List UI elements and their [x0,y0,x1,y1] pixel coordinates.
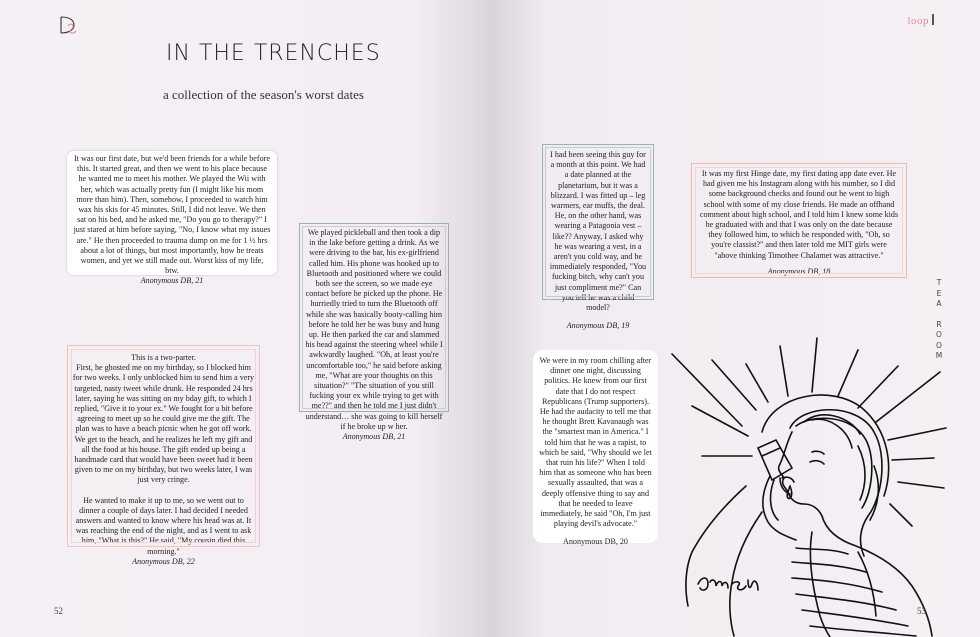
story-text-continued: He wanted to make it up to me, so we went out to dinner a couple of days later. I had decided I needed answers and wanted to know where his head was at. It was reaching the end of the night, and as I went to ask him, "What is this?" He said, "My cousin died this morning." [75,495,252,556]
story-author: Anonymous DB, 19 [566,321,630,331]
publication-logo [58,14,80,36]
story-card-5 [691,163,907,278]
section-tag [907,14,934,27]
story-intro: This is a two-parter. [131,353,196,362]
story-card-3 [299,223,449,442]
story-text: We were in my room chilling after dinner one night, discussing politics. He knew from our first date that I do not respect Republicans (Trump supporters). He had the audacity to tell me that he thought Brett Kavanaugh was the "smartest man in America." I told him that he was a rapist, to which he said, "Why should we let that ruin his life?" When I told him that as someone who has been sexually assaulted, that was a deeply offensive thing to say and that he needed to leave immediately, he said "Oh, I'm just playing devil's advocate." [539,356,652,529]
side-letter-gap [934,310,944,320]
story-author: Anonymous DB, 21 [342,432,406,442]
story-author: Anonymous DB, 21 [140,276,204,286]
story-card-1 [66,150,278,286]
story-text: It was my first Hinge date, my first dating app date ever. He had given me his Instagram along with his number, so I did some background checks and found out he went to high school with some of my close friends. He made an offhand comment about high school, and I told him I knew some kids he graduated with and that I was only on the date because they followed him, to which he responded with, "Oh, so you're classist?" and then later told me MIT girls were "above thinking Timothee Chalamet was attractive." [699,169,899,260]
side-letter: R [936,319,942,329]
story-author: Anonymous DB, 20 [563,537,628,547]
story-card-6 [533,350,658,547]
side-letter: O [936,340,942,350]
side-letter: A [936,299,942,308]
section-tag-label: loop [907,15,929,27]
story-text: We played pickleball and then took a dip in the lake before getting a drink. As we were driving to the bar, his ex-girlfriend called him. His phone was hooked up to Bluetooth and positioned where we could both see the screen, so we made eye contact before he picked up the phone. He hurriedly tried to turn the Bluetooth off while she was basically booty-calling him before he told her he was busy and hung up. He then parked the car and slammed his head against the steering wheel while I awkwardly laughed. "Oh, at least you're uncomfortable too," he said before asking me, "What are your thoughts on this situation?" "The situation of you still fucking your ex while trying to get with me??" and then he told me I just didn't understand… she was going to kill herself if he broke up w her. [305,228,443,431]
side-letter: T [936,278,942,287]
illustration-caption: amen [662,336,665,337]
page-title: IN THE TRENCHES [166,41,381,66]
story-author: Anonymous DB, 22 [132,556,195,566]
left-page [0,0,489,637]
story-text: It was our first date, but we'd been friends for a while before this. It started great, and then we went to his place because he wanted me to meet his mother. We played the Wii with her, which was actually pretty fun (I might like his mom more than him). Then, somehow, I proceeded to watch him wax his skis for 45 minutes. Still, I did not leave. We then sat on his bed, and he asked me, "Do you go to therapy?" I just stared at him before saying, "No, I know what my issues are." He then proceeded to trauma dump on me for 1 ½ hrs about a lot of things, but most importantly, how he treats women, and yet we still made out. Worst kiss of my life, btw. [73,154,271,276]
page-number-right: 53 [917,606,926,616]
story-text: I had been seeing this guy for a month at this point. We had a date planned at the planetarium, but it was a blizzard. I was fitted up – leg warmers, ear muffs, the deal. He, on the other hand, was wearing a Patagonia vest – like?? Anyway, I asked why he was wearing a vest, in a aren't you cold way, and he immediately responded, "You fucking bitch, why can't you just compliment me?" Can you tell he was a child model? [549,150,647,313]
side-letter: E [936,288,942,298]
illustration-drinking-woman [662,336,950,637]
story-text: First, he ghosted me on my birthday, so I blocked him for two weeks. I only unblocked him to send him a very targeted, nasty tweet while drunk. He responded 24 hrs later, saying he was sitting on my bday gift, to which I replied, "Give it to your ex." We fought for a bit before agreeing to meet up so he could give me the gift. The plan was to have a beach picnic when he got off work. We get to the beach, and he realizes he left my gift and all the food at his house. The gift ended up being a handmade card that would have been sweet had it been given to me on my birthday, but two weeks later, I was just very cringe. [72,363,255,485]
story-card-4 [542,144,654,331]
page-subtitle: a collection of the season's worst dates [163,87,364,102]
side-letter: O [936,330,942,339]
section-tag-bar [932,14,934,25]
page-number-left: 52 [54,606,63,616]
side-letter: M [935,351,943,360]
story-card-2 [67,345,260,566]
story-author: Anonymous DB, 18 [767,266,831,276]
